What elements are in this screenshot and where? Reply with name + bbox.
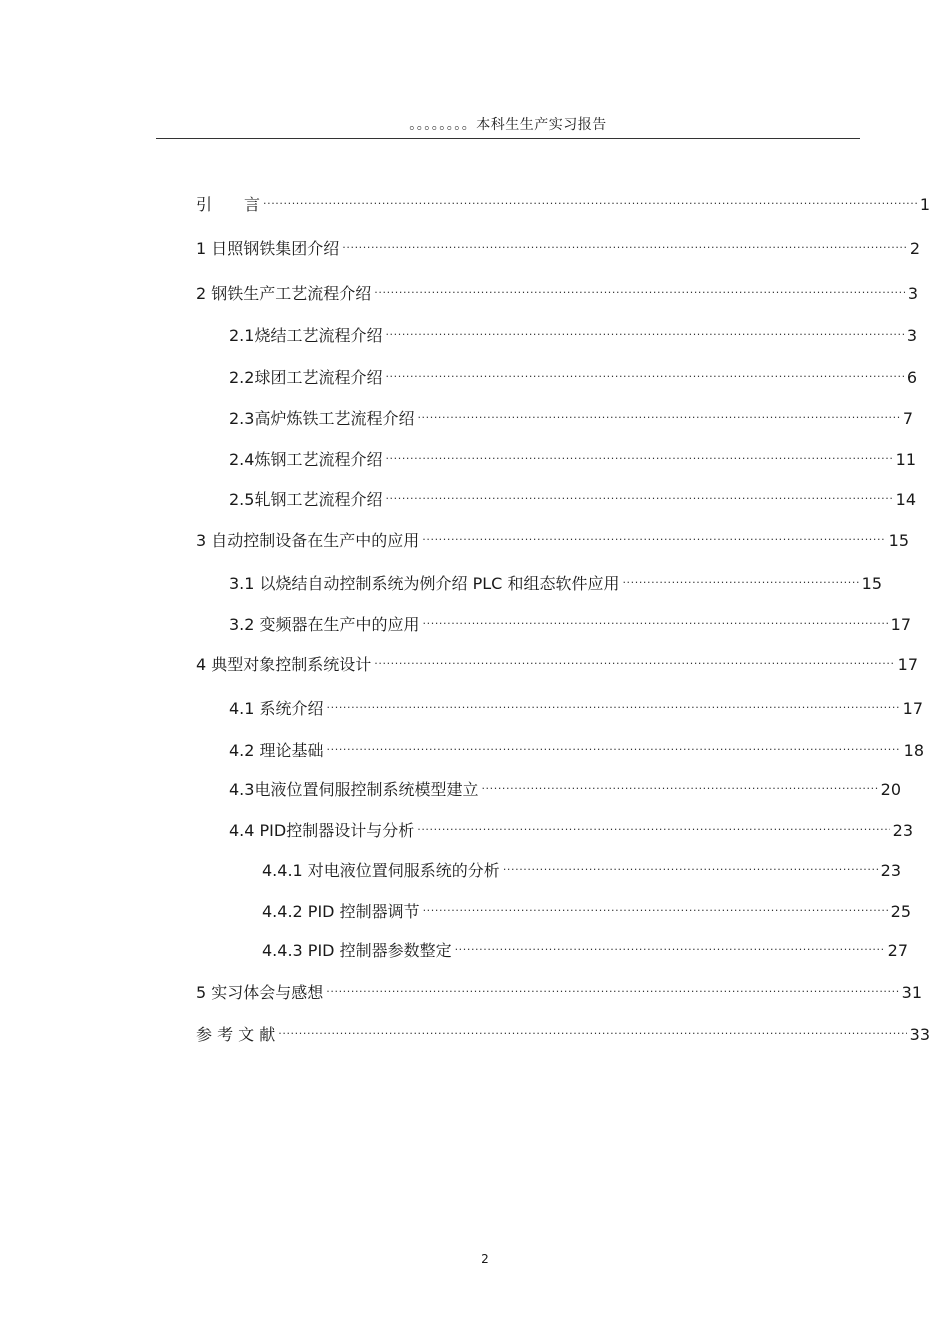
page-number: 2 — [481, 1252, 489, 1266]
toc-entry-title: 4.1 系统介绍 — [229, 699, 324, 718]
toc-dot-leader — [374, 277, 905, 299]
toc-dot-leader — [503, 854, 878, 876]
toc-entry[interactable] — [229, 361, 917, 389]
toc-entry-page: 3 — [906, 326, 917, 345]
toc-entry-title: 5 实习体会与感想 — [196, 983, 324, 1002]
toc-dot-leader — [423, 895, 888, 917]
toc-entry-title: 2 钢铁生产工艺流程介绍 — [196, 284, 372, 303]
toc-entry[interactable] — [229, 483, 916, 511]
toc-entry-page: 7 — [902, 409, 913, 428]
toc-entry-page: 15 — [888, 531, 909, 550]
toc-entry[interactable] — [196, 524, 909, 552]
toc-entry[interactable] — [262, 854, 901, 882]
toc-entry[interactable] — [196, 188, 930, 216]
toc-entry-title: 引 言 — [196, 195, 261, 214]
toc-entry-page: 3 — [907, 284, 918, 303]
toc-dot-leader — [622, 567, 858, 589]
toc-dot-leader — [417, 402, 899, 424]
toc-entry-page: 20 — [880, 780, 901, 799]
toc-dot-leader — [385, 483, 892, 505]
toc-entry-title: 1 日照钢铁集团介绍 — [196, 239, 340, 258]
toc-entry[interactable] — [229, 692, 923, 720]
toc-entry[interactable] — [229, 734, 924, 762]
toc-dot-leader — [385, 361, 903, 383]
toc-entry-page: 11 — [895, 450, 916, 469]
toc-entry[interactable] — [229, 773, 901, 801]
toc-entry-page: 23 — [892, 821, 913, 840]
toc-entry-title: 参 考 文 献 — [196, 1025, 276, 1044]
toc-entry-title: 2.3高炉炼铁工艺流程介绍 — [229, 409, 415, 428]
toc-entry-title: 4.4 PID控制器设计与分析 — [229, 821, 415, 840]
toc-entry-page: 14 — [895, 490, 916, 509]
toc-dot-leader — [385, 319, 903, 341]
toc-entry-title: 2.1烧结工艺流程介绍 — [229, 326, 383, 345]
toc-entry-title: 2.4炼钢工艺流程介绍 — [229, 450, 383, 469]
toc-entry[interactable] — [262, 895, 911, 923]
toc-entry-page: 15 — [861, 574, 882, 593]
toc-entry-page: 25 — [890, 902, 911, 921]
toc-dot-leader — [374, 648, 894, 670]
toc-entry-page: 17 — [902, 699, 923, 718]
toc-entry[interactable] — [196, 1018, 930, 1046]
toc-dot-leader — [422, 524, 885, 546]
toc-dot-leader — [263, 188, 917, 210]
toc-entry[interactable] — [262, 934, 908, 962]
toc-entry-title: 4.4.1 对电液位置伺服系统的分析 — [262, 861, 500, 880]
toc-dot-leader — [327, 692, 900, 714]
toc-dot-leader — [342, 232, 907, 254]
running-header: 。。。。。。。。本科生生产实习报告 — [409, 117, 607, 133]
toc-dot-leader — [417, 814, 889, 836]
toc-entry[interactable] — [229, 608, 911, 636]
toc-entry-title: 2.5轧钢工艺流程介绍 — [229, 490, 383, 509]
toc-entry[interactable] — [229, 319, 917, 347]
toc-entry-page: 2 — [909, 239, 920, 258]
toc-dot-leader — [455, 934, 885, 956]
toc-entry-title: 3.1 以烧结自动控制系统为例介绍 PLC 和组态软件应用 — [229, 574, 620, 593]
toc-entry-title: 4 典型对象控制系统设计 — [196, 655, 372, 674]
toc-dot-leader — [481, 773, 877, 795]
toc-entry-title: 2.2球团工艺流程介绍 — [229, 368, 383, 387]
toc-entry-page: 18 — [903, 741, 924, 760]
toc-entry-page: 6 — [906, 368, 917, 387]
toc-entry-page: 33 — [909, 1025, 930, 1044]
toc-dot-leader — [423, 608, 888, 630]
toc-entry-title: 4.3电液位置伺服控制系统模型建立 — [229, 780, 479, 799]
toc-entry-title: 3.2 变频器在生产中的应用 — [229, 615, 420, 634]
toc-entry-title: 3 自动控制设备在生产中的应用 — [196, 531, 420, 550]
toc-entry-page: 17 — [890, 615, 911, 634]
toc-entry[interactable] — [196, 232, 920, 260]
toc-entry-page: 27 — [887, 941, 908, 960]
toc-entry[interactable] — [229, 814, 913, 842]
toc-dot-leader — [278, 1018, 906, 1040]
toc-entry-page: 31 — [901, 983, 922, 1002]
toc-entry-title: 4.2 理论基础 — [229, 741, 324, 760]
toc-entry-page: 17 — [897, 655, 918, 674]
toc-entry-page: 23 — [880, 861, 901, 880]
toc-entry-title: 4.4.2 PID 控制器调节 — [262, 902, 420, 921]
toc-entry[interactable] — [196, 976, 922, 1004]
toc-entry-page: 1 — [919, 195, 930, 214]
toc-entry-title: 4.4.3 PID 控制器参数整定 — [262, 941, 452, 960]
toc-dot-leader — [327, 734, 901, 756]
toc-entry[interactable] — [229, 443, 916, 471]
toc-entry[interactable] — [229, 402, 913, 430]
toc-entry[interactable] — [229, 567, 882, 595]
toc-dot-leader — [385, 443, 892, 465]
toc-dot-leader — [326, 976, 898, 998]
toc-entry[interactable] — [196, 648, 918, 676]
toc-entry[interactable] — [196, 277, 918, 305]
